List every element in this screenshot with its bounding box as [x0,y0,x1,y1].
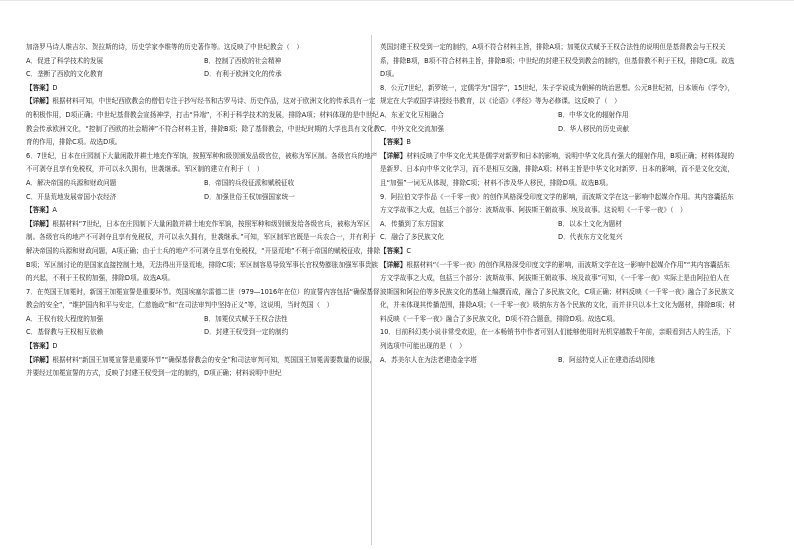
q7-detail: 【详解】根据材料“新国王加冕宣誓是重要环节”“确保基督教会的安全”和司法审判可知，英国国王加冕需要数量的说服，并要经过加冕宣誓的方式，反映了封建王权受到一定的制约，D项正确；材料说明中世纪 [26,355,376,378]
right-column [380,41,736,367]
q6-option-a: A．解决帝国的兵源和财政问题 [26,178,117,187]
q7-stem: 7．在英国王加冕时，新国王加冕宣誓是重要环节。英国埃塞尔雷德二世（979—1016年在位）的宣誓内容包括“确保基督教会的安全”，“维护国内和平与安定，仁慈施政”和“在司法审判中坚持正义”等，这说明，当时英国（ ） [26,287,380,310]
q6-answer: 【答案】A [26,206,57,215]
q6-option-d: D．加强世俗王权加强国家统一 [204,192,295,201]
q8-stem: 8．公元7世纪，新罗统一，定儒学为“国学”，15世纪，朱子学说成为朝鲜的统治思想。公元8世纪初，日本颁布《学令》，规定在大学或国学讲授经书教育，以《论语》《孝经》等为必修课。这反映了（ ） [380,83,735,106]
q9-stem: 9．阿拉伯文学作品《一千零一夜》的创作风格深受印度文学的影响，而波斯文学在这一影响中起媒介作用。其内容囊括东方文学故事之大成，包括三个部分：波斯故事、阿拔斯王朝故事、埃及故事。这说明《一千零一夜》（ ） [380,192,734,215]
left-column [26,41,382,381]
q10-options [380,354,736,368]
q8-options [380,109,736,136]
q8-option-a: A．东亚文化互相融合 [380,110,444,119]
q7-option-d: D．封建王权受到一定的制约 [204,328,289,337]
q8-answer: 【答案】B [380,138,411,147]
q5-option-d: D．有利于欧洲文化的传承 [204,70,282,79]
q8-detail: 【详解】材料反映了中华文化尤其是儒学对新罗和日本的影响，说明中华文化具有强大的辐射作用，B项正确；材料体现的是新罗、日本向中华文化学习，而不是相互交融，排除A项；材料主旨是中华文化对新罗、日本的影响，而不是文化交流，且“加强”一词无从体现，排除C项；材料不涉及华人移民，排除D项。故选B项。 [380,151,734,187]
q9-answer: 【答案】C [380,246,411,255]
q9-option-c: C．融合了多民族文化 [380,233,444,242]
q7-detail-continued: 英国封建王权受到一定的制约，A项不符合材料主旨，排除A项；加冕仪式赋予王权合法性的说明但是基督教会与王权关系，排除B项，B项不符合材料主旨，排除B项；中世纪的封建王权受到教会的制约，但基督教不利于王权，排除C项。故选D项。 [380,43,735,79]
q5-options [26,55,382,82]
q6-detail: 【详解】根据材料“7世纪，日本在庄园制下大量闲散并耕土地充作军饷，按照军种和级别颁发给各级官兵，被称为军区制。各级官兵的地产不可剥夺且享有免税权，并可以永久拥有，世袭继承。”可知，军区制军官既是一兵农合一，并有利于解决帝国的兵源和财政问题，A项正确；由于士兵的地产不可剥夺且享有免税权，“开垦荒地”不利于帝国的赋税征收，排除B项；军区制讨论的是国家直接控制土地，无法得出开垦荒地，排除C项；军区制容易导致军事长官权势膨胀加强军事贵族的兴起，不利于王权的加强，排除D项。故选A项。 [26,219,381,283]
q8-option-b: B．中华文化的辐射作用 [558,110,629,119]
q10-option-a: A．苏美尔人在为法老建造金字塔 [380,355,477,364]
q5-option-a: A．促进了科学技术的发展 [26,56,104,65]
q7-option-a: A．王权有较大程度的加强 [26,314,104,323]
q6-option-b: B．帝国的兵役征派和赋税征收 [204,178,295,187]
q7-option-b: B．加冕仪式赋予王权合法性 [204,314,288,323]
q6-options [26,177,382,204]
q5-option-b: B．控制了西欧的社会精神 [204,56,282,65]
q9-option-d: D．代表东方文化复兴 [558,233,623,242]
q7-answer: 【答案】D [26,342,58,351]
q6-stem: 6．7世纪，日本在庄园制下大量闲散并耕土地充作军饷，按照军种和级别颁发品级官位，被称为军区制。各级官兵的地产不可剥夺且享有免税权，并可以永久拥有，世袭继承。军区制的建立有利于（ ） [26,151,378,174]
q9-option-a: A．传播到了东方国家 [380,219,444,228]
q8-option-d: D．华人移民的历史贡献 [558,124,630,133]
q6-option-c: C．开垦荒地发展帝国小农经济 [26,192,117,201]
q9-detail: 【详解】根据材料“《一千零一夜》的创作风格深受印度文学的影响，而波斯文学在这一影响中起媒介作用”“其内容囊括东方文学故事之大成，包括三个部分：波斯故事、阿拔斯王朝故事、埃及故事”可知，《一千零一夜》实际上是由阿拉伯人在波斯国和阿拉伯等多民族文化的基础上编撰而成，融合了多民族文化，C项正确；材料反映《一千零一夜》融合了多民族文化，并未体现其传播范围，排除A项；《一千零一夜》吸纳东方各个民族的文化，而并非只以本土文化为题材，排除B项；材料反映《一千零一夜》融合了多民族文化，D项不符合题意，排除D项。故选C项。 [380,260,736,323]
q5-stem-tail: 加洛罗马诗人维吉尔、贺拉斯的诗，历史学家李维等的历史著作等。这反映了中世纪教会（ ） [26,43,303,51]
q8-option-c: C．中外文化交流加强 [380,124,444,133]
q5-answer: 【答案】D [26,83,58,92]
q7-options [26,313,382,340]
q7-option-c: C．基督教与王权相互依赖 [26,328,104,337]
q10-stem: 10．目前科幻类小说非常受欢迎，在一本畅销书中作者可别人们能够使用时光机穿越数千年前，亲眼看到古人的生活，下列选项中可能出现的是（ ） [380,328,732,351]
q5-option-c: C．垄断了西欧的文化教育 [26,70,104,79]
q10-option-b: B．阿兹特克人正在建造活动园地 [558,355,655,364]
q9-options [380,218,736,245]
q5-detail: 【详解】根据材料可知，中世纪西欧教会的僧侣专注于抄写经书和古罗马诗、历史作品，这对于欧洲文化的传承具有一定的积极作用，D项正确；中世纪基督教会宣扬神学，打击“异端”，不利于科学技术的发展，排除A项；材料体现的是中世纪教会传承欧洲文化，“控制了西欧的社会精神”不符合材料主旨，排除B项；除了基督教会，中世纪时期的大学也具有文化教育的作用，排除C项。故选D项。 [26,97,381,147]
q9-option-b: B．以本土文化为题材 [558,219,622,228]
